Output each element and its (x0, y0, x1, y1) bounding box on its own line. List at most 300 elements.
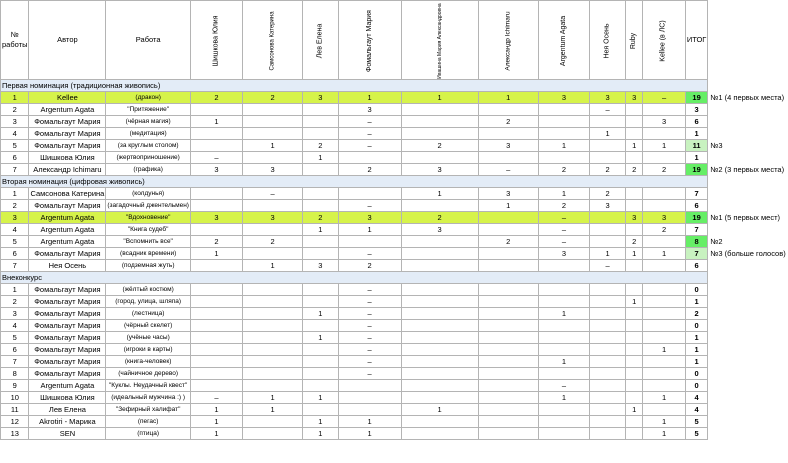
score-cell[interactable] (478, 212, 538, 224)
total-cell[interactable]: 6 (685, 200, 708, 212)
score-cell[interactable]: 1 (643, 416, 685, 428)
score-cell[interactable] (303, 356, 339, 368)
author-cell[interactable]: Фомальгаут Мария (29, 200, 106, 212)
score-cell[interactable] (190, 368, 242, 380)
score-cell[interactable] (190, 200, 242, 212)
score-cell[interactable]: 1 (626, 140, 643, 152)
score-cell[interactable] (626, 284, 643, 296)
score-cell[interactable] (190, 320, 242, 332)
score-cell[interactable] (643, 308, 685, 320)
work-cell[interactable]: (город, улица, шляпа) (106, 296, 191, 308)
score-cell[interactable] (303, 248, 339, 260)
score-cell[interactable] (303, 188, 339, 200)
score-cell[interactable]: 3 (478, 140, 538, 152)
row-number-cell[interactable]: 8 (1, 368, 29, 380)
row-number-cell[interactable]: 7 (1, 356, 29, 368)
score-cell[interactable] (626, 356, 643, 368)
score-cell[interactable] (643, 104, 685, 116)
row-number-cell[interactable]: 6 (1, 152, 29, 164)
score-cell[interactable]: 1 (626, 404, 643, 416)
score-cell[interactable]: 2 (538, 164, 589, 176)
row-number-cell[interactable]: 2 (1, 200, 29, 212)
score-cell[interactable]: 3 (338, 104, 401, 116)
score-cell[interactable] (478, 344, 538, 356)
author-cell[interactable]: Александр Ichimaru (29, 164, 106, 176)
score-cell[interactable]: – (190, 152, 242, 164)
score-cell[interactable] (401, 116, 478, 128)
row-number-cell[interactable]: 6 (1, 248, 29, 260)
row-number-cell[interactable]: 5 (1, 236, 29, 248)
score-cell[interactable] (538, 320, 589, 332)
score-cell[interactable]: – (338, 284, 401, 296)
row-number-cell[interactable]: 2 (1, 296, 29, 308)
work-cell[interactable]: (игроки в карты) (106, 344, 191, 356)
score-cell[interactable] (538, 428, 589, 440)
section-title[interactable]: Первая номинация (традиционная живопись) (1, 80, 708, 92)
author-cell[interactable]: Фомальгаут Мария (29, 284, 106, 296)
row-number-cell[interactable]: 1 (1, 92, 29, 104)
score-cell[interactable]: 1 (643, 428, 685, 440)
score-cell[interactable]: 1 (190, 428, 242, 440)
work-cell[interactable]: (жёлтый костюм) (106, 284, 191, 296)
work-cell[interactable]: "Вдохновение" (106, 212, 191, 224)
score-cell[interactable]: 1 (338, 224, 401, 236)
score-cell[interactable]: 3 (538, 248, 589, 260)
score-cell[interactable]: 1 (590, 128, 626, 140)
score-cell[interactable]: 1 (538, 308, 589, 320)
author-cell[interactable]: Фомальгаут Мария (29, 116, 106, 128)
score-cell[interactable] (401, 152, 478, 164)
work-cell[interactable]: "Куклы. Неудачный квест" (106, 380, 191, 392)
score-cell[interactable] (643, 380, 685, 392)
score-cell[interactable] (338, 392, 401, 404)
author-cell[interactable]: Самсонова Катерина (30, 188, 105, 198)
score-cell[interactable] (538, 416, 589, 428)
total-cell[interactable]: 5 (685, 416, 708, 428)
score-cell[interactable] (242, 320, 302, 332)
work-cell[interactable]: (загадочный джентельмен) (106, 200, 191, 212)
score-cell[interactable] (401, 356, 478, 368)
score-cell[interactable] (242, 344, 302, 356)
score-cell[interactable]: – (242, 188, 302, 200)
author-cell[interactable]: Фомальгаут Мария (29, 140, 106, 152)
score-cell[interactable] (303, 200, 339, 212)
score-cell[interactable] (303, 116, 339, 128)
author-cell[interactable]: Шишкова Юлия (29, 392, 106, 404)
score-cell[interactable]: – (590, 260, 626, 272)
score-cell[interactable]: 3 (478, 188, 538, 200)
score-cell[interactable]: 1 (242, 392, 302, 404)
work-cell[interactable]: (подземная жуть) (106, 260, 191, 272)
row-number-cell[interactable]: 4 (1, 224, 29, 236)
score-cell[interactable]: 2 (626, 236, 643, 248)
score-cell[interactable] (538, 344, 589, 356)
score-cell[interactable] (401, 344, 478, 356)
score-cell[interactable] (190, 284, 242, 296)
score-cell[interactable] (242, 356, 302, 368)
score-cell[interactable] (303, 368, 339, 380)
score-cell[interactable] (590, 284, 626, 296)
score-cell[interactable] (590, 380, 626, 392)
score-cell[interactable] (626, 428, 643, 440)
score-cell[interactable] (478, 380, 538, 392)
total-cell[interactable]: 19 (685, 92, 708, 104)
score-cell[interactable] (401, 380, 478, 392)
row-number-cell[interactable]: 3 (1, 116, 29, 128)
score-cell[interactable] (303, 320, 339, 332)
score-cell[interactable]: 1 (190, 248, 242, 260)
score-cell[interactable] (190, 260, 242, 272)
score-cell[interactable]: 3 (190, 212, 242, 224)
total-cell[interactable]: 1 (685, 152, 708, 164)
score-cell[interactable]: 3 (626, 212, 643, 224)
score-cell[interactable]: 2 (643, 224, 685, 236)
work-cell[interactable]: "Зефирный халифат" (106, 404, 191, 416)
work-cell[interactable]: "Вспомнить все" (106, 236, 191, 248)
work-cell[interactable]: (дракон) (106, 92, 191, 104)
score-cell[interactable]: 3 (401, 164, 478, 176)
score-cell[interactable] (590, 428, 626, 440)
score-cell[interactable] (590, 212, 626, 224)
score-cell[interactable]: 2 (338, 260, 401, 272)
score-cell[interactable]: 1 (401, 188, 478, 200)
total-cell[interactable]: 5 (685, 428, 708, 440)
total-cell[interactable]: 1 (685, 128, 708, 140)
score-cell[interactable]: 1 (478, 92, 538, 104)
score-cell[interactable] (401, 320, 478, 332)
score-cell[interactable] (401, 284, 478, 296)
score-cell[interactable] (538, 152, 589, 164)
score-cell[interactable]: 2 (242, 236, 302, 248)
score-cell[interactable]: 3 (303, 260, 339, 272)
score-cell[interactable]: 2 (626, 164, 643, 176)
row-number-cell[interactable]: 9 (1, 380, 29, 392)
work-cell[interactable]: "Притяжение" (106, 104, 191, 116)
author-cell[interactable]: Argentum Agata (29, 104, 106, 116)
score-cell[interactable] (643, 236, 685, 248)
score-cell[interactable]: 1 (643, 140, 685, 152)
score-cell[interactable]: 1 (538, 188, 589, 200)
row-number-cell[interactable]: 7 (1, 260, 29, 272)
author-cell[interactable]: Нея Осень (29, 260, 106, 272)
score-cell[interactable]: 1 (478, 200, 538, 212)
score-cell[interactable]: 3 (303, 92, 339, 104)
row-number-cell[interactable]: 13 (1, 428, 29, 440)
total-cell[interactable]: 19 (685, 212, 708, 224)
score-cell[interactable] (190, 296, 242, 308)
total-cell[interactable]: 6 (685, 116, 708, 128)
score-cell[interactable] (190, 356, 242, 368)
author-cell[interactable]: Фомальгаут Мария (29, 368, 106, 380)
score-cell[interactable]: 1 (303, 416, 339, 428)
score-cell[interactable] (590, 368, 626, 380)
score-cell[interactable]: 2 (538, 200, 589, 212)
work-cell[interactable]: (всадник времени) (106, 248, 191, 260)
score-cell[interactable] (401, 368, 478, 380)
score-cell[interactable]: 1 (303, 152, 339, 164)
score-cell[interactable] (538, 116, 589, 128)
score-cell[interactable]: 3 (590, 92, 626, 104)
score-cell[interactable] (478, 296, 538, 308)
row-number-cell[interactable]: 5 (1, 140, 29, 152)
score-cell[interactable]: 3 (338, 212, 401, 224)
work-cell[interactable]: (чайничное дерево) (106, 368, 191, 380)
score-cell[interactable]: – (338, 332, 401, 344)
score-cell[interactable] (401, 260, 478, 272)
score-cell[interactable]: 2 (478, 116, 538, 128)
score-cell[interactable]: 2 (590, 164, 626, 176)
author-cell[interactable]: Akrotiri - Марика (29, 416, 106, 428)
score-cell[interactable] (643, 296, 685, 308)
score-cell[interactable] (303, 128, 339, 140)
total-cell[interactable]: 0 (685, 380, 708, 392)
score-cell[interactable] (190, 308, 242, 320)
score-cell[interactable] (478, 404, 538, 416)
score-cell[interactable]: 3 (242, 164, 302, 176)
total-cell[interactable]: 1 (685, 332, 708, 344)
score-cell[interactable] (338, 152, 401, 164)
score-cell[interactable]: 1 (242, 404, 302, 416)
score-cell[interactable] (478, 284, 538, 296)
score-cell[interactable] (590, 296, 626, 308)
row-number-cell[interactable]: 3 (1, 308, 29, 320)
score-cell[interactable]: 3 (590, 200, 626, 212)
score-cell[interactable] (303, 164, 339, 176)
score-cell[interactable] (401, 248, 478, 260)
score-cell[interactable]: – (538, 380, 589, 392)
score-cell[interactable]: 1 (643, 392, 685, 404)
score-cell[interactable] (643, 356, 685, 368)
score-cell[interactable]: 1 (538, 140, 589, 152)
total-cell[interactable]: 7 (685, 224, 708, 236)
row-number-cell[interactable]: 3 (1, 212, 29, 224)
score-cell[interactable] (242, 380, 302, 392)
author-cell[interactable]: Фомальгаут Мария (29, 344, 106, 356)
score-cell[interactable] (538, 368, 589, 380)
score-cell[interactable] (538, 260, 589, 272)
score-cell[interactable] (626, 320, 643, 332)
score-cell[interactable]: 2 (303, 140, 339, 152)
score-cell[interactable]: – (338, 308, 401, 320)
score-cell[interactable] (643, 368, 685, 380)
score-cell[interactable] (626, 332, 643, 344)
score-cell[interactable] (338, 188, 401, 200)
score-cell[interactable] (303, 104, 339, 116)
row-number-cell[interactable]: 12 (1, 416, 29, 428)
score-cell[interactable]: 2 (401, 140, 478, 152)
row-number-cell[interactable]: 4 (1, 320, 29, 332)
score-cell[interactable] (190, 188, 242, 200)
total-cell[interactable]: 2 (685, 308, 708, 320)
score-cell[interactable] (478, 416, 538, 428)
score-cell[interactable] (590, 320, 626, 332)
work-cell[interactable]: (чёрная магия) (106, 116, 191, 128)
author-cell[interactable]: Лев Елена (29, 404, 106, 416)
work-cell[interactable]: (пегас) (106, 416, 191, 428)
score-cell[interactable] (643, 200, 685, 212)
score-cell[interactable]: – (538, 236, 589, 248)
score-cell[interactable]: 1 (590, 248, 626, 260)
total-cell[interactable]: 19 (685, 164, 708, 176)
score-cell[interactable] (242, 104, 302, 116)
score-cell[interactable] (190, 380, 242, 392)
score-cell[interactable]: 3 (626, 92, 643, 104)
score-cell[interactable] (242, 368, 302, 380)
score-cell[interactable] (538, 284, 589, 296)
score-cell[interactable]: 1 (338, 92, 401, 104)
author-cell[interactable]: Argentum Agata (29, 236, 106, 248)
score-cell[interactable]: 1 (303, 308, 339, 320)
score-cell[interactable] (303, 404, 339, 416)
score-cell[interactable] (478, 128, 538, 140)
score-cell[interactable] (401, 200, 478, 212)
score-cell[interactable] (242, 224, 302, 236)
score-cell[interactable] (401, 428, 478, 440)
score-cell[interactable]: – (338, 320, 401, 332)
score-cell[interactable]: 3 (538, 92, 589, 104)
author-cell[interactable]: Фомальгаут Мария (29, 356, 106, 368)
score-cell[interactable] (590, 116, 626, 128)
score-cell[interactable] (626, 188, 643, 200)
score-cell[interactable] (190, 224, 242, 236)
score-cell[interactable] (242, 116, 302, 128)
score-cell[interactable] (643, 128, 685, 140)
total-cell[interactable]: 3 (685, 104, 708, 116)
score-cell[interactable]: 2 (338, 164, 401, 176)
author-cell[interactable]: Фомальгаут Мария (29, 308, 106, 320)
score-cell[interactable] (190, 332, 242, 344)
section-title[interactable]: Вторая номинация (цифровая живопись) (1, 176, 708, 188)
score-cell[interactable]: – (338, 128, 401, 140)
work-cell[interactable]: (колдунья) (106, 188, 191, 200)
score-cell[interactable] (538, 128, 589, 140)
score-cell[interactable] (643, 188, 685, 200)
total-cell[interactable]: 11 (685, 140, 708, 152)
score-cell[interactable] (303, 236, 339, 248)
score-cell[interactable]: – (643, 92, 685, 104)
score-cell[interactable] (643, 404, 685, 416)
total-cell[interactable]: 0 (685, 368, 708, 380)
author-cell[interactable]: SEN (29, 428, 106, 440)
score-cell[interactable] (626, 128, 643, 140)
author-cell[interactable]: Фомальгаут Мария (29, 296, 106, 308)
score-cell[interactable]: – (338, 140, 401, 152)
score-cell[interactable] (190, 128, 242, 140)
author-cell[interactable]: Kellee (29, 92, 106, 104)
total-cell[interactable]: 4 (685, 404, 708, 416)
row-number-cell[interactable]: 5 (1, 332, 29, 344)
score-cell[interactable] (303, 296, 339, 308)
work-cell[interactable]: (медитация) (106, 128, 191, 140)
work-cell[interactable]: (книга-человек) (106, 356, 191, 368)
score-cell[interactable]: – (538, 224, 589, 236)
score-cell[interactable] (190, 344, 242, 356)
score-cell[interactable] (242, 332, 302, 344)
score-cell[interactable] (590, 152, 626, 164)
score-cell[interactable] (242, 284, 302, 296)
work-cell[interactable]: "Книга судеб" (106, 224, 191, 236)
score-cell[interactable] (478, 320, 538, 332)
row-number-cell[interactable]: 4 (1, 128, 29, 140)
row-number-cell[interactable]: 1 (1, 188, 29, 200)
total-cell[interactable]: 1 (685, 356, 708, 368)
score-cell[interactable] (626, 380, 643, 392)
work-cell[interactable]: (учёные часы) (106, 332, 191, 344)
score-cell[interactable]: 1 (626, 296, 643, 308)
total-cell[interactable]: 1 (685, 344, 708, 356)
score-cell[interactable]: – (338, 248, 401, 260)
score-cell[interactable] (401, 308, 478, 320)
score-cell[interactable]: 1 (303, 224, 339, 236)
author-cell[interactable]: Argentum Agata (29, 224, 106, 236)
score-cell[interactable]: 1 (190, 116, 242, 128)
score-cell[interactable]: 1 (303, 332, 339, 344)
score-cell[interactable] (303, 380, 339, 392)
total-cell[interactable]: 0 (685, 320, 708, 332)
total-cell[interactable]: 7 (685, 188, 708, 200)
score-cell[interactable] (478, 428, 538, 440)
score-cell[interactable]: 3 (401, 224, 478, 236)
score-cell[interactable] (478, 332, 538, 344)
score-cell[interactable] (590, 392, 626, 404)
score-cell[interactable] (643, 260, 685, 272)
work-cell[interactable]: (птица) (106, 428, 191, 440)
score-cell[interactable] (626, 368, 643, 380)
total-cell[interactable]: 7 (685, 248, 708, 260)
score-cell[interactable]: 1 (643, 344, 685, 356)
score-cell[interactable] (401, 296, 478, 308)
score-cell[interactable] (590, 344, 626, 356)
score-cell[interactable]: 1 (401, 404, 478, 416)
total-cell[interactable]: 4 (685, 392, 708, 404)
score-cell[interactable] (190, 140, 242, 152)
score-cell[interactable]: – (338, 356, 401, 368)
score-cell[interactable] (643, 284, 685, 296)
total-cell[interactable]: 8 (685, 236, 708, 248)
score-cell[interactable] (626, 392, 643, 404)
score-cell[interactable] (242, 296, 302, 308)
score-cell[interactable] (401, 392, 478, 404)
score-cell[interactable] (626, 416, 643, 428)
work-cell[interactable]: (жертвоприношение) (106, 152, 191, 164)
score-cell[interactable]: 1 (401, 92, 478, 104)
score-cell[interactable] (478, 392, 538, 404)
score-cell[interactable]: 1 (303, 392, 339, 404)
total-cell[interactable]: 0 (685, 284, 708, 296)
score-cell[interactable] (643, 152, 685, 164)
section-title[interactable]: Внеконкурс (1, 272, 708, 284)
score-cell[interactable] (478, 260, 538, 272)
score-cell[interactable] (538, 404, 589, 416)
score-cell[interactable] (478, 356, 538, 368)
row-number-cell[interactable]: 1 (1, 284, 29, 296)
score-cell[interactable]: 1 (242, 260, 302, 272)
score-cell[interactable] (590, 140, 626, 152)
author-cell[interactable]: Фомальгаут Мария (29, 332, 106, 344)
score-cell[interactable] (303, 284, 339, 296)
score-cell[interactable]: 1 (626, 248, 643, 260)
score-cell[interactable] (478, 368, 538, 380)
work-cell[interactable]: (лестница) (106, 308, 191, 320)
score-cell[interactable]: – (338, 200, 401, 212)
author-cell[interactable]: Шишкова Юлия (29, 152, 106, 164)
score-cell[interactable]: – (338, 296, 401, 308)
author-cell[interactable]: Argentum Agata (29, 212, 106, 224)
score-cell[interactable]: 2 (190, 236, 242, 248)
score-cell[interactable]: 1 (190, 416, 242, 428)
score-cell[interactable] (626, 116, 643, 128)
score-cell[interactable] (242, 152, 302, 164)
